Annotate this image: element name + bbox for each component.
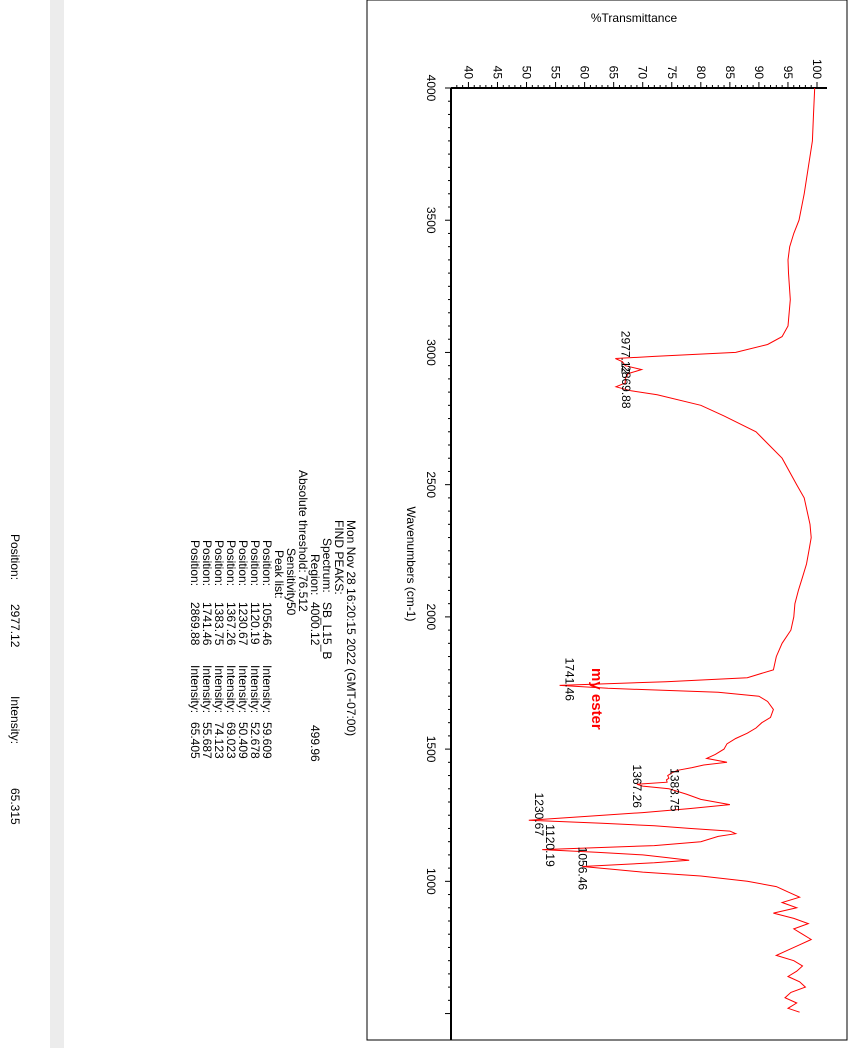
y-tick-label: 80 [693, 65, 708, 79]
peak-intensity: 69.023 [224, 722, 238, 759]
sensitivity-value: 50 [284, 602, 298, 616]
y-tick-label: 65 [606, 65, 621, 79]
peak-label: 1741.46 [562, 657, 577, 701]
peak-position: 1383.75 [212, 602, 226, 646]
peak-position-label: Position: [200, 540, 214, 587]
x-tick-label: 4000 [424, 74, 438, 102]
peak-label: 1230.67 [531, 792, 546, 837]
peak-label: 2977.12 [618, 330, 633, 375]
y-axis-title: %Transmittance [590, 11, 678, 25]
peak-label: 1056.46 [575, 846, 590, 891]
peak-position: 2869.88 [188, 602, 202, 646]
peak-label: 1120.19 [543, 824, 558, 867]
y-tick-label: 100 [810, 58, 824, 79]
peak-position-label: Position: [212, 540, 226, 587]
chart-annotation: my ester [588, 668, 605, 730]
x-tick-label: 2500 [424, 471, 438, 499]
spectrum-label: Spectrum: [320, 538, 334, 593]
peak-position: 1741.46 [200, 602, 214, 646]
peak-list-label: Peak list: [272, 550, 286, 599]
peak-intensity: 52.678 [248, 722, 262, 759]
x-tick-label: 1000 [424, 867, 438, 895]
peak-intensity-label: Intensity: [236, 665, 250, 714]
peak-intensity-label: Intensity: [188, 665, 202, 714]
x-axis-title: Wavenumbers (cm-1) [404, 506, 418, 622]
y-tick-label: 60 [577, 65, 592, 79]
next-page-intensity-value: 65.315 [8, 788, 22, 825]
peak-position-label: Position: [236, 540, 250, 587]
peak-position-label: Position: [248, 540, 262, 587]
y-tick-label: 95 [780, 65, 795, 79]
y-tick-label: 75 [664, 65, 679, 79]
peak-position: 1056.46 [260, 602, 274, 646]
spectrum-line [529, 88, 815, 1012]
peak-position-label: Position: [260, 540, 274, 587]
y-tick-label: 70 [635, 65, 650, 79]
sensitivity-label: Sensitivity: [284, 548, 298, 606]
peak-position-label: Position: [188, 540, 202, 587]
peak-report-timestamp: Mon Nov 28 16:20:15 2022 (GMT-07:00) [344, 520, 358, 737]
peak-position: 1230.67 [236, 602, 250, 646]
peak-intensity: 55.687 [200, 722, 214, 759]
y-tick-label: 85 [722, 65, 737, 79]
peak-intensity: 74.123 [212, 722, 226, 759]
spectrum-value: SB_L15_B [320, 602, 334, 660]
x-tick-label: 3500 [424, 206, 438, 234]
peak-intensity: 50.409 [236, 722, 250, 759]
threshold-label: Absolute threshold: [296, 470, 310, 573]
x-tick-label: 3000 [424, 339, 438, 366]
y-tick-label: 90 [751, 65, 766, 79]
peak-intensity: 59.609 [260, 722, 274, 759]
peak-intensity-label: Intensity: [212, 665, 226, 714]
x-tick-label: 1500 [424, 735, 438, 763]
peak-intensity-label: Intensity: [200, 665, 214, 714]
peak-label: 1367.26 [630, 764, 645, 808]
y-tick-label: 50 [519, 65, 534, 79]
peak-label: 2869.88 [619, 365, 634, 409]
peak-report-heading: FIND PEAKS: [332, 520, 346, 595]
threshold-value: 76.512 [296, 575, 310, 612]
peak-position: 1120.19 [248, 602, 262, 645]
peak-intensity-label: Intensity: [224, 665, 238, 714]
next-page-position-value: 2977.12 [8, 604, 22, 648]
peak-label: 1383.75 [667, 768, 682, 812]
peak-intensity-label: Intensity: [248, 665, 262, 714]
chart-frame [367, 0, 847, 1040]
region-to: 499.96 [308, 725, 322, 762]
y-tick-label: 40 [461, 65, 476, 79]
next-page-position-label: Position: [8, 534, 22, 581]
peak-intensity: 65.405 [188, 722, 202, 759]
region-from: 4000.12 [308, 602, 322, 646]
y-tick-label: 55 [548, 65, 563, 79]
next-page-intensity-label: Intensity: [8, 696, 22, 745]
peak-position-label: Position: [224, 540, 238, 587]
peak-intensity-label: Intensity: [260, 665, 274, 714]
region-label: Region: [308, 554, 322, 596]
peak-position: 1367.26 [224, 602, 238, 646]
x-tick-label: 2000 [424, 603, 438, 631]
y-tick-label: 45 [490, 65, 505, 79]
